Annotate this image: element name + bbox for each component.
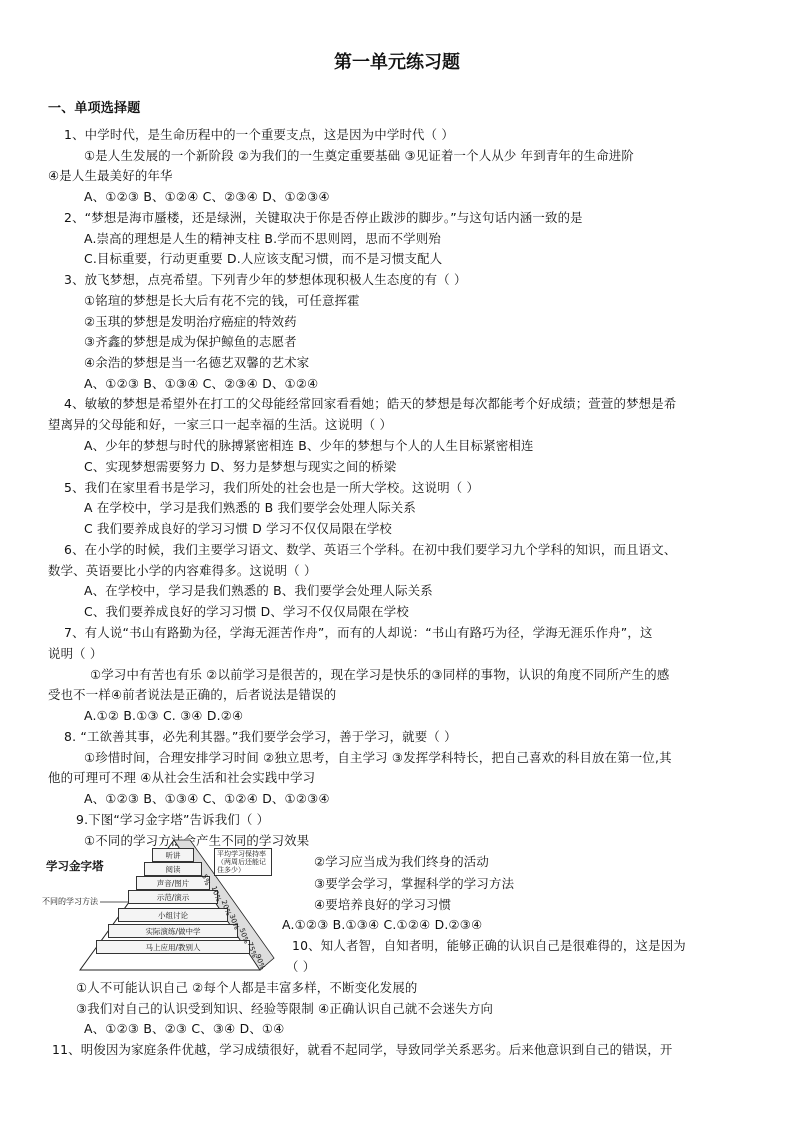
pyramid-percent: 50% bbox=[237, 927, 251, 945]
pyramid-step: 声音/图片 bbox=[136, 876, 210, 890]
pyramid-percent: 75% bbox=[245, 941, 259, 959]
pyramid-step: 实际演练/做中学 bbox=[108, 924, 238, 938]
section-heading: 一、单项选择题 bbox=[48, 101, 141, 116]
question-9-item-2: ②学习应当成为我们终身的活动 bbox=[314, 854, 489, 869]
pyramid-percent-note: 平均学习保持率（两周后还能记住多少） bbox=[214, 848, 272, 876]
question-5-choices-cd: C 我们要养成良好的学习习惯 D 学习不仅仅局限在学校 bbox=[84, 521, 393, 536]
pyramid-percent: 30% bbox=[227, 913, 241, 931]
question-10-blank: （ ） bbox=[286, 959, 316, 974]
pyramid-percent: 20% bbox=[219, 899, 233, 917]
question-4-choices-cd: C、实现梦想需要努力 D、努力是梦想与现实之间的桥梁 bbox=[84, 459, 397, 474]
pyramid-side-label: 不同的学习方法 bbox=[42, 897, 98, 906]
question-2: 2、“梦想是海市蜃楼，还是绿洲，关键取决于你是否停止跋涉的脚步。”与这句话内涵一致的是 bbox=[64, 210, 583, 225]
pyramid-percent: 90% bbox=[253, 953, 267, 971]
pyramid-percent: 10% bbox=[209, 885, 223, 903]
learning-pyramid-figure bbox=[40, 838, 300, 983]
question-8-options-a: ①珍惜时间，合理安排学习时间 ②独立思考，自主学习 ③发挥学科特长，把自己喜欢的科目放在第一位,其 bbox=[84, 750, 672, 765]
question-10-choices: A、①②③ B、②③ C、③④ D、①④ bbox=[84, 1021, 285, 1036]
pyramid-step: 阅读 bbox=[144, 862, 202, 876]
pyramid-step: 示范/演示 bbox=[128, 890, 218, 904]
question-4: 4、敏敏的梦想是希望外在打工的父母能经常回家看看她；皓天的梦想是每次都能考个好成绩；萱萱的梦想是希 bbox=[64, 396, 677, 411]
question-1-options-b: ④是人生最美好的年华 bbox=[48, 168, 173, 183]
pyramid-title: 学习金字塔 bbox=[46, 859, 104, 873]
question-10-options-a: ①人不可能认识自己 ②每个人都是丰富多样，不断变化发展的 bbox=[76, 980, 418, 995]
question-9-choices: A.①②③ B.①③④ C.①②④ D.②③④ bbox=[282, 917, 483, 932]
question-9-item-4: ④要培养良好的学习习惯 bbox=[314, 897, 452, 912]
question-6-choices-cd: C、我们要养成良好的学习习惯 D、学习不仅仅局限在学校 bbox=[84, 604, 409, 619]
question-7-choices: A.①② B.①③ C. ③④ D.②④ bbox=[84, 708, 244, 723]
question-3-item-1: ①铭瑄的梦想是长大后有花不完的钱，可任意挥霍 bbox=[84, 293, 360, 308]
question-1-options-a: ①是人生发展的一个新阶段 ②为我们的一生奠定重要基础 ③见证着一个人从少 年到青年的生命进阶 bbox=[84, 148, 634, 163]
question-8: 8. “工欲善其事，必先利其器。”我们要学会学习，善于学习，就要（ ） bbox=[64, 729, 457, 744]
pyramid-step: 听讲 bbox=[152, 848, 194, 862]
question-9: 9.下图“学习金字塔”告诉我们（ ） bbox=[76, 812, 270, 827]
pyramid-step: 小组讨论 bbox=[118, 908, 228, 922]
question-10-options-b: ③我们对自己的认识受到知识、经验等限制 ④正确认识自己就不会迷失方向 bbox=[76, 1001, 494, 1016]
question-7-options-b: 受也不一样④前者说法是正确的，后者说法是错误的 bbox=[48, 687, 337, 702]
question-3-item-2: ②玉琪的梦想是发明治疗癌症的特效药 bbox=[84, 314, 297, 329]
question-2-choices-cd: C.目标重要，行动更重要 D.人应该支配习惯，而不是习惯支配人 bbox=[84, 251, 443, 266]
question-4-cont: 望离异的父母能和好，一家三口一起幸福的生活。这说明（ ） bbox=[48, 417, 393, 432]
question-5: 5、我们在家里看书是学习，我们所处的社会也是一所大学校。这说明（ ） bbox=[64, 480, 480, 495]
question-3-item-4: ④余浩的梦想是当一名德艺双馨的艺术家 bbox=[84, 355, 310, 370]
question-3-choices: A、①②③ B、①③④ C、②③④ D、①②④ bbox=[84, 376, 319, 391]
question-7: 7、有人说“书山有路勤为径，学海无涯苦作舟”，而有的人却说：“书山有路巧为径，学海无涯乐作舟”，这 bbox=[64, 625, 653, 640]
question-10: 10、知人者智，自知者明，能够正确的认识自己是很难得的，这是因为 bbox=[292, 938, 686, 953]
question-9-item-3: ③要学会学习，掌握科学的学习方法 bbox=[314, 876, 515, 891]
question-1-choices: A、①②③ B、①②④ C、②③④ D、①②③④ bbox=[84, 189, 330, 204]
question-6-choices-ab: A、在学校中，学习是我们熟悉的 B、我们要学会处理人际关系 bbox=[84, 583, 433, 598]
question-8-options-b: 他的可理可不理 ④从社会生活和社会实践中学习 bbox=[48, 770, 316, 785]
question-5-choices-ab: A 在学校中，学习是我们熟悉的 B 我们要学会处理人际关系 bbox=[84, 500, 416, 515]
question-8-choices: A、①②③ B、①③④ C、①②④ D、①②③④ bbox=[84, 791, 330, 806]
pyramid-percent: 5% bbox=[200, 873, 212, 887]
question-7-options-a: ①学习中有苦也有乐 ②以前学习是很苦的，现在学习是快乐的③同样的事物，认识的角度不同所产生的感 bbox=[90, 667, 670, 682]
question-6-cont: 数学、英语要比小学的内容难得多。这说明（ ） bbox=[48, 563, 317, 578]
question-7-cont: 说明（ ） bbox=[48, 646, 103, 661]
pyramid-step: 马上应用/教别人 bbox=[96, 940, 250, 954]
question-4-choices-ab: A、少年的梦想与时代的脉搏紧密相连 B、少年的梦想与个人的人生目标紧密相连 bbox=[84, 438, 534, 453]
question-9-item-1: ①不同的学习方法会产生不同的学习效果 bbox=[84, 833, 310, 848]
question-11: 11、明俊因为家庭条件优越，学习成绩很好，就看不起同学，导致同学关系恶劣。后来他意识到自己的错误，开 bbox=[52, 1042, 673, 1057]
question-1: 1、中学时代，是生命历程中的一个重要支点，这是因为中学时代（ ） bbox=[64, 127, 454, 142]
question-2-choices-ab: A.崇高的理想是人生的精神支柱 B.学而不思则罔，思而不学则殆 bbox=[84, 231, 441, 246]
question-3: 3、放飞梦想，点亮希望。下列青少年的梦想体现积极人生态度的有（ ） bbox=[64, 272, 467, 287]
question-6: 6、在小学的时候，我们主要学习语文、数学、英语三个学科。在初中我们要学习九个学科的知识，而且语文、 bbox=[64, 542, 677, 557]
question-3-item-3: ③齐鑫的梦想是成为保护鲸鱼的志愿者 bbox=[84, 334, 297, 349]
page-title: 第一单元练习题 bbox=[334, 52, 460, 73]
